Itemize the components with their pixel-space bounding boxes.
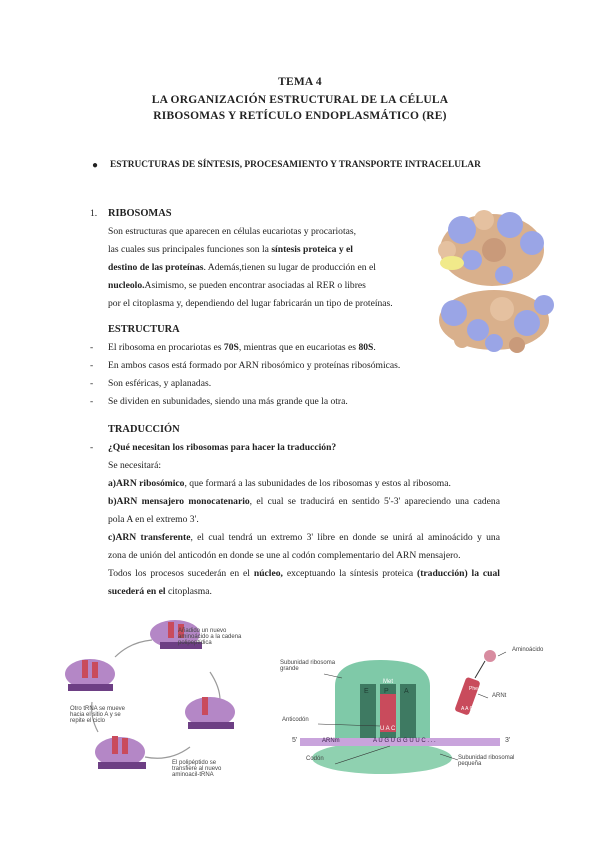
amino-acid-ball — [484, 650, 496, 662]
estructura-item-1: El ribosoma en procariotas es 70S, mientras que en eucariotas es 80S. — [108, 342, 376, 353]
label-arnt: ARNt — [492, 693, 507, 699]
cycle-note-top: Añadido un nuevo aminoácido a la cadena polipeptídica — [178, 628, 242, 646]
cycle-arrow — [115, 640, 152, 657]
item-b-line-2: pola A en el extremo 3'. — [108, 514, 199, 525]
bullet-dot: ● — [92, 160, 99, 171]
leader-line — [478, 694, 488, 698]
summary-line-1: Todos los procesos sucederán en el núcleo, exceptuando la síntesis proteica (traducción) la cual — [108, 568, 500, 579]
cycle-arrow — [210, 672, 220, 700]
dash: - — [90, 396, 94, 407]
traduccion-heading: TRADUCCIÓN — [108, 424, 180, 435]
large-subunit — [438, 210, 544, 286]
item-c-line-2: zona de unión del anticodón en donde se une al codón complementario del ARN mensajero. — [108, 550, 461, 561]
page-subtitle: RIBOSOMAS Y RETÍCULO ENDOPLASMÁTICO (RE) — [153, 110, 447, 122]
mrna-label: ARNm — [322, 738, 340, 744]
label-subunidad-pequena: Subunidad ribosomal pequeña — [458, 755, 515, 767]
small-subunit — [439, 290, 554, 353]
leader-line — [498, 652, 506, 656]
cycle-arrow — [145, 747, 190, 758]
summary-line-2: sucederá en el citoplasma. — [108, 586, 212, 597]
dash: - — [90, 360, 94, 371]
estructura-item-4: Se dividen en subunidades, siendo una más grande que la otra. — [108, 396, 348, 407]
codon-sequence: A U G U G G U U C . . . — [373, 738, 436, 744]
connector — [475, 661, 485, 678]
page-title: LA ORGANIZACIÓN ESTRUCTURAL DE LA CÉLULA — [151, 94, 449, 106]
ribosomas-line-4: nucleolo.Asimismo, se pueden encontrar asociadas al RER o libres — [108, 280, 366, 291]
estructura-item-3: Son esféricas, y aplanadas. — [108, 378, 212, 389]
cycle-note-bottom: El polipéptido se transfiere al nuevo aminoacil-tRNA — [172, 760, 222, 778]
label-aminoacido: Aminoácido — [512, 647, 544, 653]
item-b-line-1: b)ARN mensajero monocatenario, el cual se traducirá en sentido 5'-3' apareciendo una cadena — [108, 496, 500, 507]
item-a: a)ARN ribosómico, que formará a las subunidades de los ribosomas y estos al ribosoma. — [108, 478, 451, 489]
estructura-heading: ESTRUCTURA — [108, 324, 180, 335]
ribosomas-heading: RIBOSOMAS — [108, 208, 172, 219]
estructura-item-2: En ambos casos está formado por ARN ribosómico y proteínas ribosómicas. — [108, 360, 401, 371]
section-number: 1. — [90, 208, 98, 219]
dash: - — [90, 442, 94, 453]
site-p-label: P — [384, 688, 389, 695]
traduccion-needs: Se necesitará: — [108, 460, 162, 471]
site-a-label: A — [404, 688, 409, 695]
item-c-line-1: c)ARN transferente, el cual tendrá un extremo 3' libre en donde se unirá al aminoácido y una — [108, 532, 500, 543]
label-subunidad-grande: Subunidad ribosoma grande — [280, 660, 336, 672]
dash: - — [90, 342, 94, 353]
dash: - — [90, 378, 94, 389]
ribosome-structure-image — [432, 205, 562, 365]
cycle-note-left: Otro tRNA se mueve hacia el sitio A y se repite el ciclo — [70, 706, 126, 724]
ribosomas-line-5: por el citoplasma y, dependiendo del lugar fabricarán un tipo de proteínas. — [108, 298, 393, 309]
incoming-trna-anticodon: A A G — [461, 706, 474, 712]
small-subunit-shape — [312, 742, 452, 774]
ribosomas-line-2: las cuales sus principales funciones son la síntesis proteica y el — [108, 244, 353, 255]
ribosome-left — [65, 659, 115, 691]
mrna-3-end: 3' — [505, 737, 511, 744]
tema-label: TEMA 4 — [278, 76, 322, 88]
label-codon: Codón — [306, 756, 324, 762]
met-label: Met — [383, 679, 394, 685]
ribosomas-line-3: destino de las proteínas. Además,tienen su lugar de producción en el — [108, 262, 376, 273]
mrna-5-end: 5' — [292, 737, 298, 744]
label-anticodon: Anticodón — [282, 717, 309, 723]
anticodon-seq: U A C — [380, 726, 396, 732]
ribosome-bottom — [95, 736, 146, 769]
site-e-label: E — [364, 688, 369, 695]
traduccion-question: ¿Qué necesitan los ribosomas para hacer la traducción? — [108, 442, 337, 453]
incoming-trna-aa: Phe — [469, 686, 478, 692]
ribosomas-line-1: Son estructuras que aparecen en células eucariotas y procariotas, — [108, 226, 356, 237]
ribosome-right — [185, 697, 235, 729]
section-heading: ESTRUCTURAS DE SÍNTESIS, PROCESAMIENTO Y TRANSPORTE INTRACELULAR — [110, 160, 481, 170]
